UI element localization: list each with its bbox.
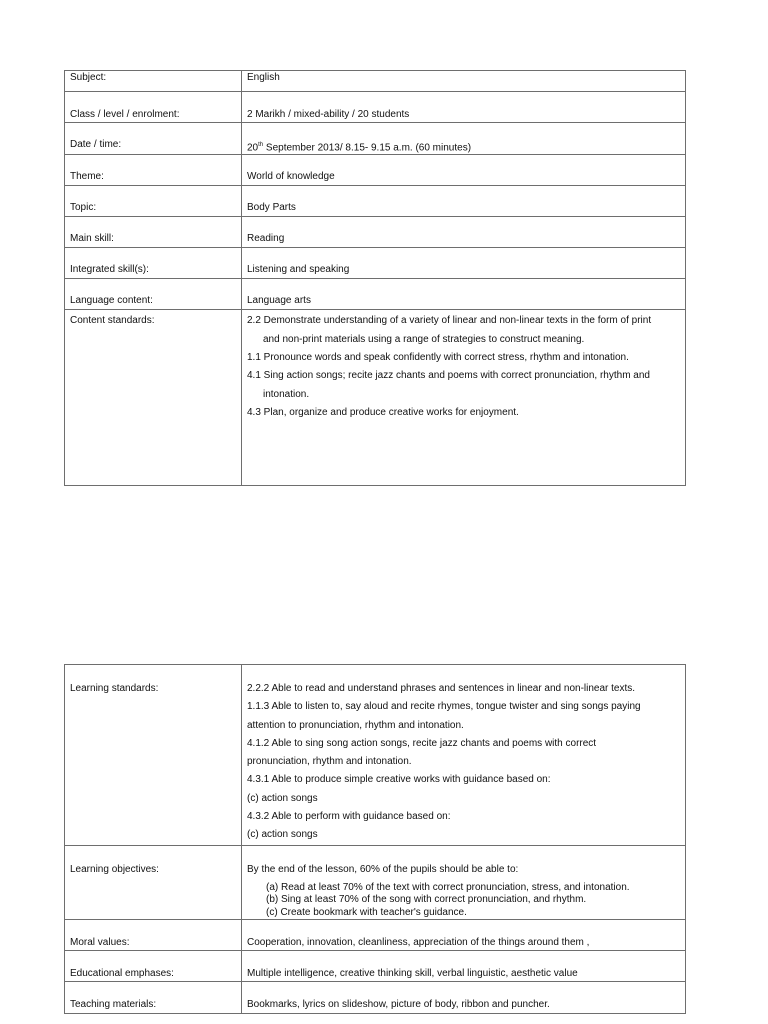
objectives-intro: By the end of the lesson, 60% of the pupils should be able to: [247,863,519,875]
learning-standard-line: 4.3.1 Able to produce simple creative works with guidance based on: [247,774,551,786]
row-teaching-materials [65,982,686,1014]
learning-standards-value [242,665,686,846]
teaching-materials-value: Bookmarks, lyrics on slideshow, picture of body, ribbon and puncher. [242,982,686,1014]
date-rest: September 2013/ 8.15- 9.15 a.m. (60 minutes) [263,142,472,154]
topic-value: Body Parts [242,186,686,217]
row-educational-emphases [65,951,686,982]
theme-value: World of knowledge [242,155,686,186]
educational-emphases-value: Multiple intelligence, creative thinking skill, verbal linguistic, aesthetic value [242,951,686,982]
learning-standard-line: (c) action songs [247,829,318,841]
integrated-skills-label: Integrated skill(s): [65,248,242,279]
row-learning-standards [65,665,686,846]
subject-label: Subject: [65,71,242,92]
moral-values-label: Moral values: [65,920,242,951]
content-standards-value [242,310,686,486]
content-standard-line: 1.1 Pronounce words and speak confidently with correct stress, rhythm and intonation. [247,351,629,363]
lesson-details-table [64,70,686,486]
moral-values-value: Cooperation, innovation, cleanliness, appreciation of the things around them , [242,920,686,951]
learning-standard-line: 1.1.3 Able to listen to, say aloud and recite rhymes, tongue twister and sing songs paying [247,701,641,713]
row-integrated-skills [65,248,686,279]
language-content-value: Language arts [242,279,686,310]
row-main-skill [65,217,686,248]
content-standard-line: 4.1 Sing action songs; recite jazz chants and poems with correct pronunciation, rhythm and [247,370,650,382]
row-moral-values [65,920,686,951]
row-content-standards [65,310,686,486]
row-theme [65,155,686,186]
educational-emphases-label: Educational emphases: [65,951,242,982]
date-day: 20 [247,142,259,154]
teaching-materials-label: Teaching materials: [65,982,242,1014]
learning-standard-line: 4.1.2 Able to sing song action songs, recite jazz chants and poems with correct [247,737,597,749]
content-standard-line: intonation. [263,388,310,400]
learning-standard-line: attention to pronunciation, rhythm and intonation. [247,719,464,731]
class-label: Class / level / enrolment: [65,92,242,123]
topic-label: Topic: [65,186,242,217]
main-skill-value: Reading [242,217,686,248]
objectives-list [247,882,680,920]
objective-item: (c) Create bookmark with teacher's guidance. [266,906,467,918]
lesson-objectives-table [64,664,686,1014]
learning-standards-label: Learning standards: [65,665,242,846]
learning-objectives-value [242,845,686,920]
objective-item: (a) Read at least 70% of the text with correct pronunciation, stress, and intonation. [266,881,630,893]
integrated-skills-value: Listening and speaking [242,248,686,279]
content-standard-line: and non-print materials using a range of strategies to construct meaning. [263,333,585,345]
row-language-content [65,279,686,310]
learning-standard-line: pronunciation, rhythm and intonation. [247,756,412,768]
row-learning-objectives [65,845,686,920]
date-value [242,123,686,155]
content-standards-label: Content standards: [65,310,242,486]
learning-standard-line: (c) action songs [247,792,318,804]
learning-standard-line: 4.3.2 Able to perform with guidance based on: [247,811,451,823]
learning-standard-line: 2.2.2 Able to read and understand phrases and sentences in linear and non-linear texts. [247,683,636,694]
row-topic [65,186,686,217]
objective-item: (b) Sing at least 70% of the song with correct pronunciation, and rhythm. [266,894,587,906]
language-content-label: Language content: [65,279,242,310]
learning-objectives-label: Learning objectives: [65,845,242,920]
row-date [65,123,686,155]
subject-value: English [242,71,686,92]
date-label: Date / time: [65,123,242,155]
date-ordinal: th [258,142,264,148]
main-skill-label: Main skill: [65,217,242,248]
row-subject [65,71,686,92]
row-class [65,92,686,123]
content-standard-line: 4.3 Plan, organize and produce creative works for enjoyment. [247,406,519,418]
class-value: 2 Marikh / mixed-ability / 20 students [242,92,686,123]
content-standard-line: 2.2 Demonstrate understanding of a variety of linear and non-linear texts in the form of print [247,315,652,327]
theme-label: Theme: [65,155,242,186]
